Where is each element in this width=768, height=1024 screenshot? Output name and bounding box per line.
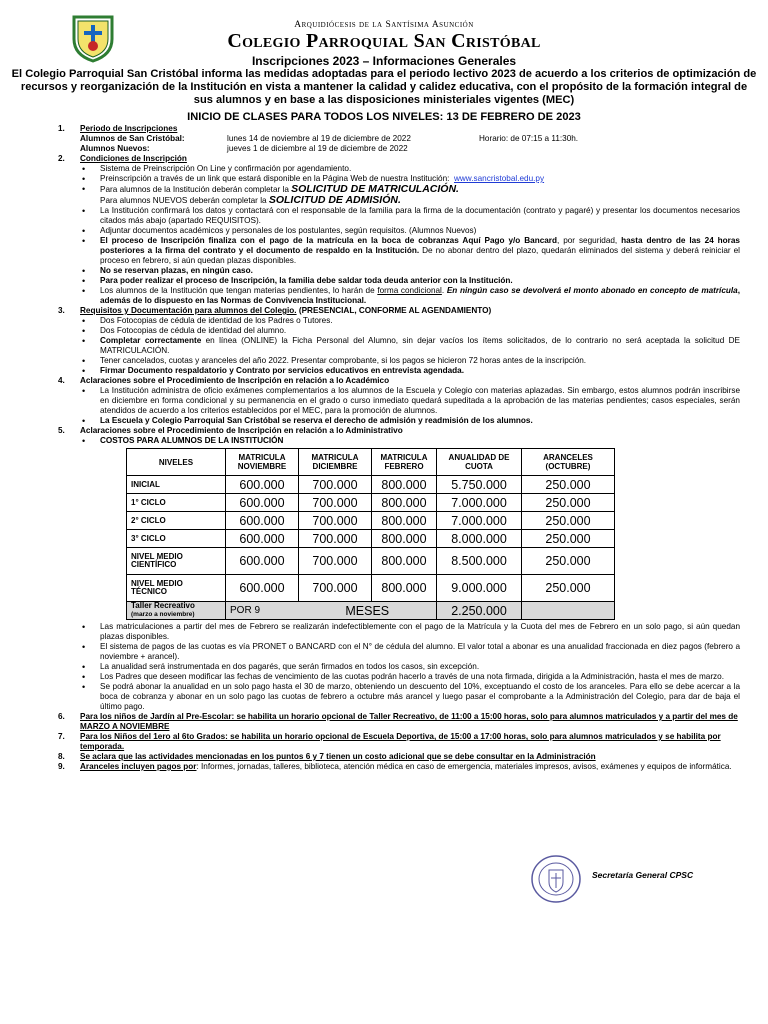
item-text: En ningún caso se devolverá el monto abonado en concepto de matrícula [446,286,738,295]
value-cell: 700.000 [299,476,372,494]
section-8 [0,752,740,762]
list-item [80,276,740,286]
value-cell: 5.750.000 [437,476,522,494]
section-text: Para los niños de Jardín al Pre-Escolar: se habilita un horario opcional de Taller Recreativo, de 11:00 a 15:00 horas, solo para alumnos matriculados y a partir del mes de MARZO A NOVIEMBRE [80,712,738,731]
item-text: Completar correctamente [100,336,202,345]
column-header: NIVELES [127,449,226,476]
list-item [80,642,740,662]
new-students-dates: jueves 1 de diciembre al 19 de diciembre de 2022 [227,144,408,153]
signature-label: Secretaría General CPSC [592,870,694,880]
value-cell: 600.000 [226,575,299,602]
section-number: 2. [58,154,65,163]
section-title: Aclaraciones sobre el Procedimiento de Inscripción en relación a lo Administrativo [80,426,403,435]
list-item [80,184,740,206]
item-text: De no abonar dentro del plazo, quedarán eliminados del sistema y deberá reiniciar el proceso en febrero, si aún quedan plazas disponibles. [100,246,740,265]
title-text: Requisitos y Documentación para alumnos del Colegio. [80,306,297,315]
period-row-students [80,134,768,144]
secretaria-seal-icon [530,854,582,904]
item-text: Los alumnos de la Institución que tengan materias pendientes, lo harán de [100,286,375,295]
value-cell: 700.000 [299,494,372,512]
value-cell: 600.000 [226,476,299,494]
admin-list [80,622,768,712]
academic-list [80,386,768,426]
item-text: Se podrá abonar la anualidad en un solo pago hasta el 30 de marzo, obteniendo un descuento del 10%, exceptuando el costo de los aranceles. Para ello se debe acercar a la boca de cobranza y abonar en un solo pago las cuotas de febrero a octubre más arancel y luego pasar el comprobante a la Administración del Colegio, para dar de baja el último pago. [100,682,740,711]
title-text: (PRESENCIAL, CONFORME AL AGENDAMIENTO) [296,306,492,315]
level-cell: NIVEL MEDIO TÉCNICO [127,575,226,602]
item-text: en línea (ONLINE) la Ficha Personal del Alumno, sin dejar vacíos los ítems solicitados, de lo contrario no será aceptada la solicitud DE MATRICULACIÓN. [100,336,740,355]
value-cell: 8.000.000 [437,530,522,548]
level-cell: 1° CICLO [127,494,226,512]
form-name: SOLICITUD DE MATRICULACIÓN. [291,183,459,195]
value-cell: 800.000 [372,512,437,530]
table-header-row [127,449,615,476]
new-students-label: Alumnos Nuevos: [80,144,150,153]
section-1 [0,124,768,154]
section-3 [0,306,768,376]
level-cell: NIVEL MEDIO CIENTÍFICO [127,548,226,575]
item-text: Los Padres que deseen modificar las fechas de vencimiento de las cuotas podrán hacerlo a través de una nota firmada, dirigida a la Administración, hasta el mes de marzo. [100,672,724,681]
section-title [80,306,768,316]
value-cell: 700.000 [299,575,372,602]
requirements-list [80,316,768,376]
section-text: Para los Niños del 1ero al 6to Grados: se habilita un horario opcional de Escuela Deportiva, de 15:00 a 17:00 horas, solo para alumnos matriculados y se habilita por temporada. [80,732,721,751]
value-cell: 250.000 [522,476,615,494]
section-title: Aclaraciones sobre el Procedimiento de Inscripción en relación a lo Académico [80,376,390,385]
value-cell: 700.000 [299,548,372,575]
archdiocese-line: Arquidiócesis de la Santísima Asunción [294,20,474,30]
item-text: Las matriculaciones a partir del mes de Febrero se realizarán indefectiblemente con el pago de la Matrícula y la Cuota del mes de Febrero en un solo pago, si aún quedan plazas disponibles. [100,622,740,641]
table-row [127,575,615,602]
item-text: . [441,286,447,295]
item-text: Para alumnos NUEVOS deberán completar la [100,196,267,205]
section-number: 1. [58,124,65,133]
table-row [127,494,615,512]
value-cell: 800.000 [372,494,437,512]
office-hours: Horario: de 07:15 a 11:30h. [479,134,579,143]
section-number: 6. [58,712,65,721]
value-cell: 600.000 [226,530,299,548]
section-title: Periodo de Inscripciones [80,124,178,133]
costs-list [80,436,768,446]
item-text: Adjuntar documentos académicos y personales de los postulantes, según requisitos. (Alumnos Nuevos) [100,226,477,235]
conditions-list [80,164,768,306]
costs-table [126,448,615,620]
item-text: hasta dentro de las 24 horas posteriores a la firma del contrato y el documento de respaldo en la Institución. [100,236,740,255]
item-text: El proceso de Inscripción finaliza con el pago de la matrícula en la boca de cobranzas Aquí Pago y/o Bancard [100,236,557,245]
item-text: Dos Fotocopias de cédula de identidad de los Padres o Tutores. [100,316,333,325]
value-cell: 700.000 [299,530,372,548]
table-row [127,548,615,575]
column-header: MATRICULA NOVIEMBRE [226,449,299,476]
value-cell: 700.000 [299,512,372,530]
value-cell: 600.000 [226,512,299,530]
item-text: Para alumnos de la Institución deberán completar la [100,185,289,194]
school-name: Colegio Parroquial San Cristóbal [227,30,541,52]
section-number: 3. [58,306,65,315]
list-item [80,622,740,642]
list-item [80,286,740,306]
table-row [127,512,615,530]
value-cell: 600.000 [226,494,299,512]
table-cell: 2.250.000 [437,602,522,620]
list-item [80,662,740,672]
list-item [80,336,740,356]
list-item [80,672,740,682]
list-item [80,236,740,266]
value-cell: 600.000 [226,548,299,575]
fees-text: : Informes, jornadas, talleres, biblioteca, atención médica en caso de emergencia, materiales impresos, avisos, exámenes y equipos de informática. [196,762,732,771]
section-number: 4. [58,376,65,385]
section-text: Se aclara que las actividades mencionadas en los puntos 6 y 7 tienen un costo adicional que se debe consultar en la Administración [80,752,596,761]
value-cell: 800.000 [372,575,437,602]
section-2 [0,154,768,306]
table-row [127,530,615,548]
item-text: Para poder realizar el proceso de Inscripción, la familia debe saldar toda deuda anterior con la Institución. [100,276,513,285]
value-cell: 800.000 [372,530,437,548]
list-item [80,416,740,426]
value-cell: 250.000 [522,494,615,512]
costs-title: COSTOS PARA ALUMNOS DE LA INSTITUCIÓN [100,436,284,445]
section-5 [0,426,768,712]
item-text: Dos Fotocopias de cédula de identidad del alumno. [100,326,287,335]
list-item [80,366,740,376]
document-subtitle: Inscripciones 2023 – Informaciones Generales [251,54,517,68]
table-cell [127,602,226,620]
section-text [80,762,740,772]
table-cell: POR 9 [226,602,299,620]
item-text: forma condicional [377,286,442,295]
item-text: Sistema de Preinscripción On Line y confirmación por agendamiento. [100,164,352,173]
students-label: Alumnos de San Cristóbal: [80,134,185,143]
item-text: Preinscripción a través de un link que estará disponible en la Página Web de nuestra Institución: [100,174,450,183]
students-dates: lunes 14 de noviembre al 19 de diciembre de 2022 [227,134,411,143]
fees-label: Aranceles incluyen pagos por [80,762,197,771]
item-text: Tener cancelados, cuotas y aranceles del año 2022. Presentar comprobante, si los pagos se hicieron 72 horas antes de la inscripción. [100,356,587,365]
taller-sub: (marzo a noviembre) [131,611,195,618]
item-text: Firmar Documento respaldatorio y Contrato por servicios educativos en entrevista agendada. [100,366,464,375]
website-link[interactable]: www.sancristobal.edu.py [453,174,545,183]
document-body [0,124,768,772]
value-cell: 800.000 [372,548,437,575]
item-text: La Institución administra de oficio exámenes complementarios a los alumnos de la Escuela y Colegio con materias aplazadas. Sin embargo, estos alumnos podrán inscribirse en diciembre en forma condicional y su permanencia en el grado o curso inmediato quedará supeditada a la aprobación de las materias pendientes; casos especiales, serán atendidos de acuerdo a los criterios establecidos por el MEC, para la promoción de alumnos. [100,386,740,415]
list-item [80,266,740,276]
form-name: SOLICITUD DE ADMISIÓN. [268,194,401,206]
table-cell [522,602,615,620]
value-cell: 800.000 [372,476,437,494]
list-item [80,386,740,416]
value-cell: 250.000 [522,512,615,530]
value-cell: 8.500.000 [437,548,522,575]
column-header: ARANCELES (OCTUBRE) [522,449,615,476]
section-number: 9. [58,762,65,771]
item-text: El sistema de pagos de las cuotas es vía PRONET o BANCARD con el N° de cédula del alumno. El valor total a abonar es una anualidad fraccionada en diez pagos (febrero a noviembre + arancel). [100,642,740,661]
section-number: 8. [58,752,65,761]
value-cell: 7.000.000 [437,494,522,512]
list-item [80,316,740,326]
item-text: No se reservan plazas, en ningún caso. [100,266,253,275]
list-item [80,356,740,366]
value-cell: 9.000.000 [437,575,522,602]
list-item [80,682,740,712]
item-text: La Institución confirmará los datos y contactará con el responsable de la familia para la firma de la documentación (contrato y pagaré) y presentar los documentos necesarios citados más abajo (apartado REQUISITOS). [100,206,740,225]
section-number: 5. [58,426,65,435]
intro-paragraph: El Colegio Parroquial San Cristóbal informa las medidas adoptadas para el periodo lectivo 2023 de acuerdo a los criterios de optimización de recursos y reorganización de la Institución en vista a mantener la calidad y calidez educativa, con el propósito de la formación integral de sus alumnos y en base a las disposiciones ministeriales vigentes (MEC) [11,68,757,106]
item-text: La anualidad será instrumentada en dos pagarés, que serán firmados en todos los casos, sin excepción. [100,662,480,671]
table-row-taller [127,602,615,620]
period-row-new [80,144,768,154]
section-9 [0,762,740,772]
level-cell: INICIAL [127,476,226,494]
table-body [127,476,615,620]
item-text: La Escuela y Colegio Parroquial San Cristóbal se reserva el derecho de admisión y readmisión de los alumnos. [100,416,533,425]
table-cell: MESES [299,602,437,620]
value-cell: 250.000 [522,530,615,548]
section-4 [0,376,768,426]
list-item [80,436,740,446]
value-cell: 250.000 [522,548,615,575]
value-cell: 250.000 [522,575,615,602]
list-item [80,164,740,174]
list-item [80,206,740,226]
class-start-date: INICIO DE CLASES PARA TODOS LOS NIVELES: 13 DE FEBRERO DE 2023 [187,111,581,123]
list-item [80,326,740,336]
section-title: Condiciones de Inscripción [80,154,187,163]
section-7 [0,732,740,752]
item-text: , por seguridad, [557,236,618,245]
section-6 [0,712,740,732]
level-cell: 3° CICLO [127,530,226,548]
taller-label: Taller Recreativo [131,601,195,610]
list-item [80,226,740,236]
section-number: 7. [58,732,65,741]
column-header: MATRICULA DICIEMBRE [299,449,372,476]
value-cell: 7.000.000 [437,512,522,530]
table-row [127,476,615,494]
column-header: MATRICULA FEBRERO [372,449,437,476]
level-cell: 2° CICLO [127,512,226,530]
column-header: ANUALIDAD DE CUOTA [437,449,522,476]
item-text: , además de lo dispuesto en las Normas de Convivencia Institucional. [100,286,741,305]
